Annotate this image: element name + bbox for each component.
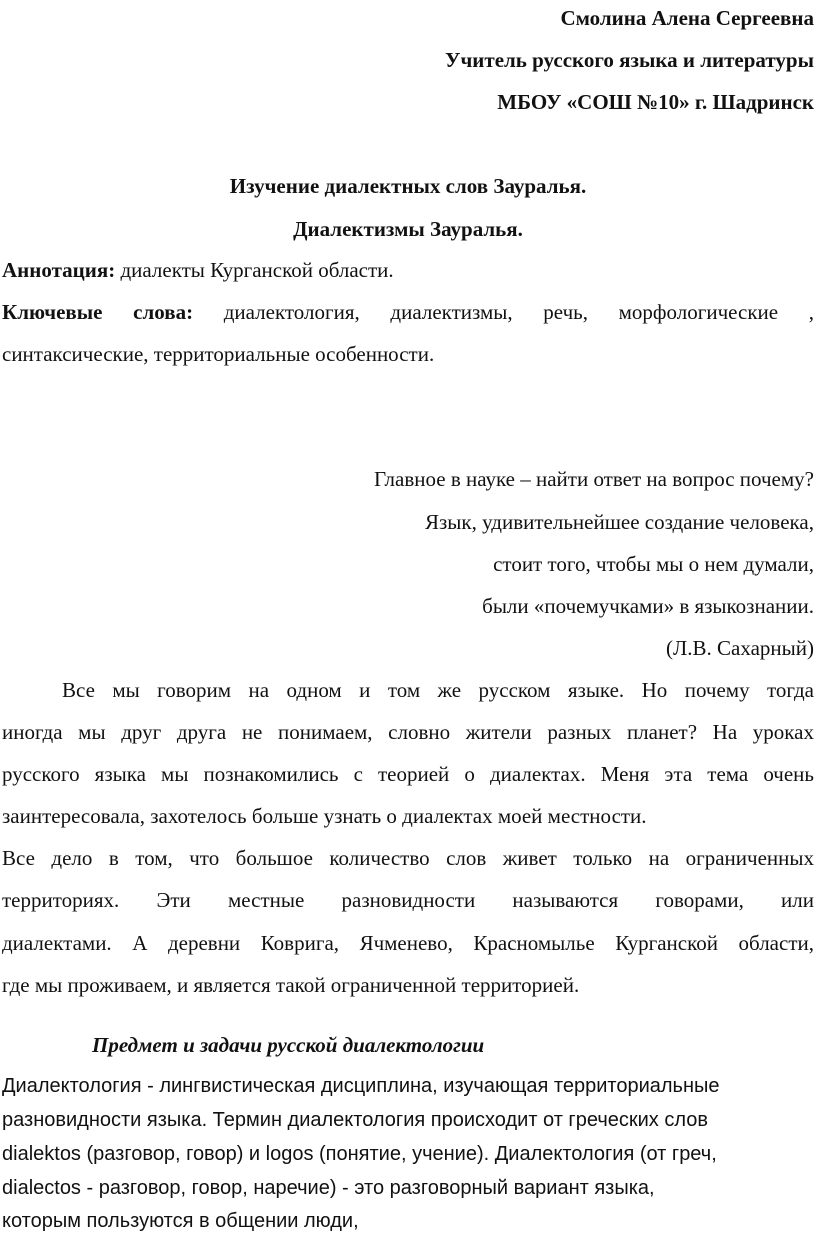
annotation-text: диалекты Курганской области.	[115, 258, 394, 282]
author-school: МБОУ «СОШ №10» г. Шадринск	[497, 90, 814, 114]
epigraph-line: Язык, удивительнейшее создание человека,	[424, 510, 814, 534]
doc-title-line1: Изучение диалектных слов Зауралья.	[229, 174, 587, 198]
paragraph2-line: диалектами. А деревни Коврига, Ячменево, Красномылье Курганской области,	[2, 931, 814, 955]
epigraph-line: Главное в науке – найти ответ на вопрос почему?	[373, 467, 814, 491]
keywords-text-1: диалектология, диалектизмы, речь, морфологические ,	[223, 300, 814, 324]
paragraph1-line: иногда мы друг друга не понимаем, словно жители разных планет? На уроках	[2, 720, 814, 744]
paragraph2-line: Все дело в том, что большое количество слов живет только на ограниченных	[2, 846, 814, 870]
epigraph-attribution: (Л.В. Сахарный)	[666, 636, 814, 660]
section-line: Диалектология - лингвистическая дисциплина, изучающая территориальные	[2, 1075, 720, 1097]
paragraph2-line: где мы проживаем, и является такой ограниченной территорией.	[2, 973, 580, 997]
doc-title-line2: Диалектизмы Зауралья.	[293, 217, 523, 241]
paragraph1-line: русского языка мы познакомились с теорией о диалектах. Меня эта тема очень	[2, 762, 814, 786]
annotation	[2, 256, 394, 284]
paragraph1-line: заинтересовала, захотелось больше узнать о диалектах моей местности.	[2, 804, 647, 828]
section-line: которым пользуются в общении люди,	[2, 1210, 359, 1232]
epigraph-line: были «почемучками» в языкознании.	[482, 594, 814, 618]
keywords-label: Ключевые слова:	[2, 300, 194, 324]
paragraph1-line: Все мы говорим на одном и том же русском языке. Но почему тогда	[62, 678, 814, 702]
keywords-line1	[2, 298, 814, 326]
section-line: dialektos (разговор, говор) и logos (понятие, учение). Диалектология (от греч,	[2, 1143, 717, 1165]
section-line: разновидности языка. Термин диалектология происходит от греческих слов	[2, 1109, 708, 1131]
author-position: Учитель русского языка и литературы	[445, 48, 814, 72]
section-heading: Предмет и задачи русской диалектологии	[92, 1033, 485, 1057]
paragraph2-line: территориях. Эти местные разновидности называются говорами, или	[2, 888, 814, 912]
keywords-line2: синтаксические, территориальные особенности.	[2, 342, 435, 366]
author-name: Смолина Алена Сергеевна	[560, 6, 814, 30]
section-line: dialectos - разговор, говор, наречие) - это разговорный вариант языка,	[2, 1177, 655, 1199]
epigraph-line: стоит того, чтобы мы о нем думали,	[493, 552, 814, 576]
annotation-label: Аннотация:	[2, 258, 116, 282]
